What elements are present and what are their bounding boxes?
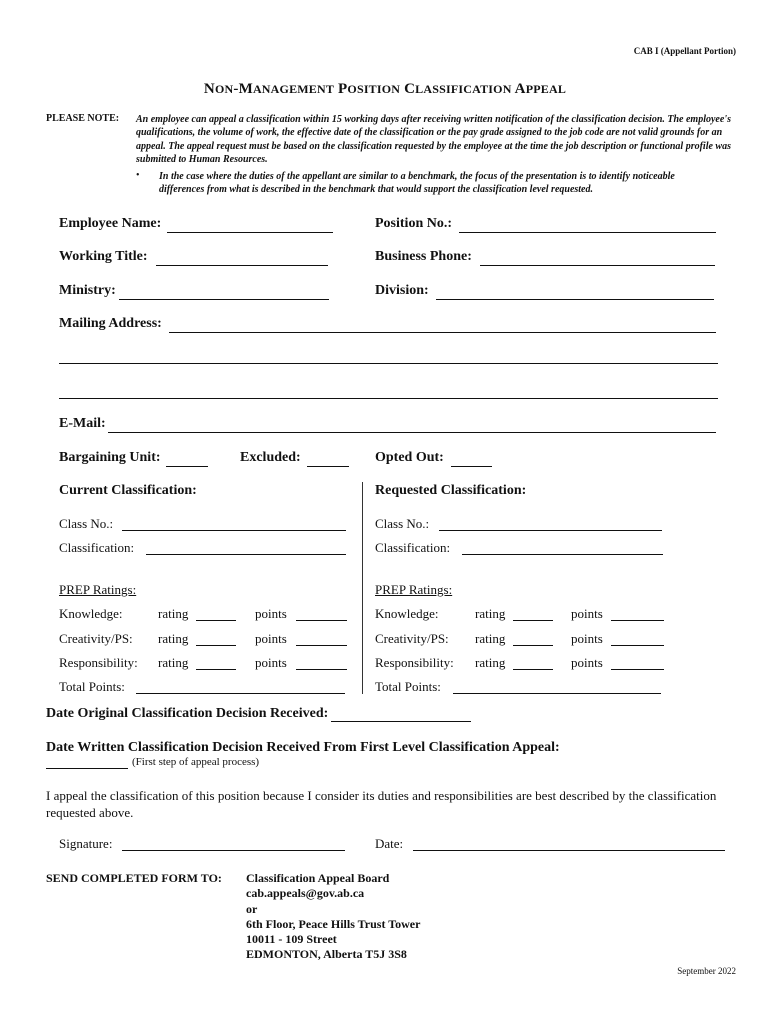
current-knowledge-label: Knowledge:	[59, 606, 123, 621]
address-line-board: Classification Appeal Board	[246, 871, 390, 885]
requested-responsibility-rating-field[interactable]	[513, 668, 553, 670]
current-creativity-points-field[interactable]	[296, 644, 347, 646]
form-id: CAB I (Appellant Portion)	[633, 46, 736, 56]
mailing-address-line-3[interactable]	[59, 397, 718, 399]
sign-date-label: Date:	[375, 836, 404, 851]
current-class-no-label: Class No.:	[59, 516, 114, 531]
requested-creativity-points-label: points	[571, 631, 603, 646]
current-responsibility-rating-label: rating	[158, 655, 189, 670]
division-field[interactable]	[436, 298, 714, 300]
working-title-label: Working Title:	[59, 249, 148, 264]
excluded-field[interactable]	[307, 465, 349, 467]
requested-class-no-field[interactable]	[439, 529, 662, 531]
column-divider	[362, 482, 363, 694]
employee-name-field[interactable]	[167, 231, 333, 233]
requested-creativity-label: Creativity/PS:	[375, 631, 449, 646]
current-creativity-rating-label: rating	[158, 631, 189, 646]
address-line-city: EDMONTON, Alberta T5J 3S8	[246, 947, 407, 962]
requested-classification-field[interactable]	[462, 553, 663, 555]
requested-prep-heading: PREP Ratings:	[375, 582, 453, 597]
bargaining-unit-label: Bargaining Unit:	[59, 450, 161, 465]
requested-classification-heading: Requested Classification:	[375, 483, 527, 498]
position-no-field[interactable]	[459, 231, 716, 233]
current-classification-label: Classification:	[59, 540, 135, 555]
address-line-or: or	[246, 901, 258, 916]
requested-total-label: Total Points:	[375, 679, 441, 694]
email-label: E-Mail:	[59, 416, 106, 431]
ministry-label: Ministry:	[59, 283, 116, 298]
requested-total-field[interactable]	[453, 692, 661, 694]
note-label: PLEASE NOTE:	[46, 113, 120, 124]
opted-out-field[interactable]	[451, 465, 492, 467]
working-title-field[interactable]	[156, 264, 328, 266]
current-total-label: Total Points:	[59, 679, 125, 694]
sign-date-field[interactable]	[413, 849, 725, 851]
mailing-address-line-2[interactable]	[59, 362, 718, 364]
current-responsibility-points-field[interactable]	[296, 668, 347, 670]
requested-responsibility-points-field[interactable]	[611, 668, 664, 670]
current-responsibility-points-label: points	[255, 655, 287, 670]
bargaining-unit-field[interactable]	[166, 465, 208, 467]
current-knowledge-rating-field[interactable]	[196, 619, 236, 621]
send-label: SEND COMPLETED FORM TO:	[46, 871, 222, 885]
date-original-field[interactable]	[331, 720, 471, 722]
requested-knowledge-rating-label: rating	[475, 606, 506, 621]
requested-creativity-rating-field[interactable]	[513, 644, 553, 646]
current-knowledge-rating-label: rating	[158, 606, 189, 621]
requested-class-no-label: Class No.:	[375, 516, 430, 531]
date-written-label: Date Written Classification Decision Received From First Level Classification Appeal:	[46, 740, 560, 755]
mailing-address-field[interactable]	[169, 331, 716, 333]
current-responsibility-rating-field[interactable]	[196, 668, 236, 670]
requested-knowledge-rating-field[interactable]	[513, 619, 553, 621]
requested-responsibility-points-label: points	[571, 655, 603, 670]
requested-creativity-points-field[interactable]	[611, 644, 664, 646]
address-line-floor: 6th Floor, Peace Hills Trust Tower	[246, 916, 421, 931]
mailing-address-label: Mailing Address:	[59, 316, 162, 331]
bullet-icon: •	[136, 170, 140, 181]
first-step-note: (First step of appeal process)	[132, 756, 260, 768]
current-total-field[interactable]	[136, 692, 345, 694]
signature-field[interactable]	[122, 849, 345, 851]
requested-responsibility-label: Responsibility:	[375, 655, 454, 670]
current-creativity-points-label: points	[255, 631, 287, 646]
current-knowledge-points-label: points	[255, 606, 287, 621]
note-text: An employee can appeal a classification within 15 working days after receiving written notification of the classification decision. The employee's qualifications, the volume of work, the effective date of the classification or the pay grade assigned to the job code are not valid grounds for an appeal. The appeal request must be based on the classification requested by the employee at the time the job description or functional profile was submitted to Human Resources.	[136, 114, 731, 165]
current-creativity-label: Creativity/PS:	[59, 631, 133, 646]
current-creativity-rating-field[interactable]	[196, 644, 236, 646]
position-no-label: Position No.:	[375, 216, 452, 231]
send-address	[246, 871, 420, 963]
note-bullet: In the case where the duties of the appellant are similar to a benchmark, the focus of the presentation is to identify noticeable differences from what is described in the benchmark that would support the classification level requested.	[159, 171, 675, 196]
division-label: Division:	[375, 283, 429, 298]
current-classification-heading: Current Classification:	[59, 483, 197, 498]
address-line-email[interactable]: cab.appeals@gov.ab.ca	[246, 886, 365, 901]
business-phone-field[interactable]	[480, 264, 715, 266]
current-knowledge-points-field[interactable]	[296, 619, 347, 621]
page-title: NON-MANAGEMENT POSITION CLASSIFICATION APPEAL	[203, 81, 567, 97]
requested-creativity-rating-label: rating	[475, 631, 506, 646]
footer-date: September 2022	[677, 966, 736, 976]
current-classification-field[interactable]	[146, 553, 346, 555]
address-line-street: 10011 - 109 Street	[246, 932, 337, 947]
current-responsibility-label: Responsibility:	[59, 655, 138, 670]
ministry-field[interactable]	[119, 298, 329, 300]
current-class-no-field[interactable]	[122, 529, 346, 531]
email-field[interactable]	[108, 431, 716, 433]
requested-knowledge-label: Knowledge:	[375, 606, 439, 621]
requested-responsibility-rating-label: rating	[475, 655, 506, 670]
requested-knowledge-points-label: points	[571, 606, 603, 621]
date-written-field[interactable]	[46, 767, 128, 769]
date-original-label: Date Original Classification Decision Received:	[46, 706, 329, 721]
signature-label: Signature:	[59, 836, 113, 851]
business-phone-label: Business Phone:	[375, 249, 472, 264]
requested-knowledge-points-field[interactable]	[611, 619, 664, 621]
excluded-label: Excluded:	[240, 450, 301, 465]
current-prep-heading: PREP Ratings:	[59, 582, 137, 597]
appeal-statement: I appeal the classification of this position because I consider its duties and responsibilities are best described by the classification requested above.	[46, 788, 717, 820]
requested-classification-label: Classification:	[375, 540, 451, 555]
employee-name-label: Employee Name:	[59, 216, 162, 231]
opted-out-label: Opted Out:	[375, 450, 444, 465]
